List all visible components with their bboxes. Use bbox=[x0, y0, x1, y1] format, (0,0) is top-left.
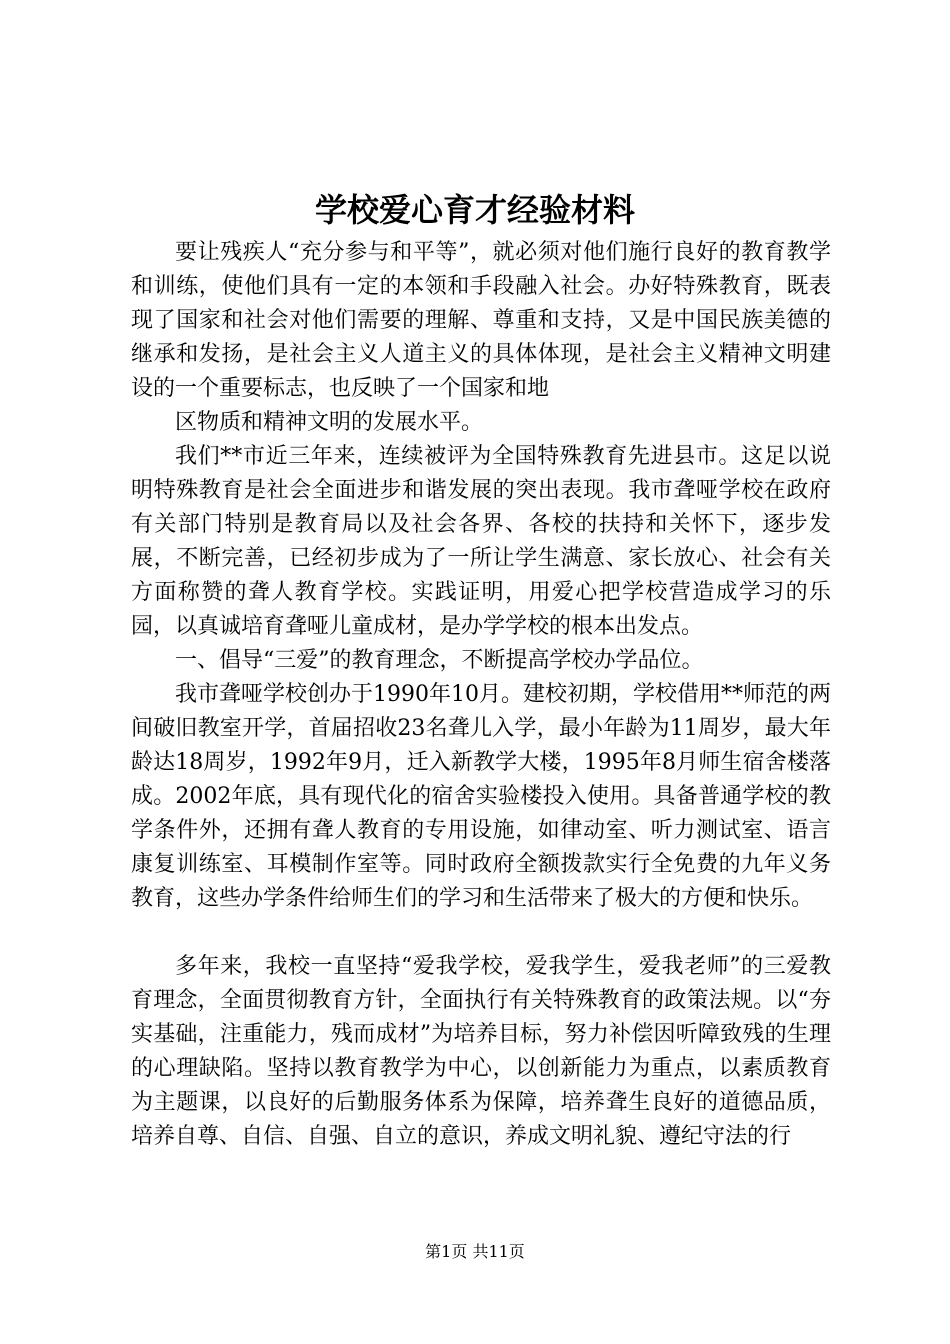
document-title: 学校爱心育才经验材料 bbox=[314, 191, 635, 229]
section-heading: 一、倡导“三爱”的教育理念，不断提高学校办学品位。 bbox=[175, 648, 704, 673]
paragraph: 区物质和精神文明的发展水平。 bbox=[175, 410, 484, 435]
page-footer: 第1页 共11页 bbox=[425, 1242, 525, 1261]
paragraph: 我们**市近三年来，连续被评为全国特殊教育先进县市。这足以说明特殊教育是社会全面进步和谐发展的突出表现。我市聋哑学校在政府有关部门特别是教育局以及社会各界、各校的扶持和关怀下，逐步发展，不断完善，已经初步成为了一所让学生满意、家长放心、社会有关方面称赞的聋人教育学校。实践证明，用爱心把学校营造成学习的乐园，以真诚培育聋哑儿童成材，是办学学校的根本出发点。 bbox=[131, 444, 831, 639]
paragraph: 我市聋哑学校创办于1990年10月。建校初期，学校借用**师范的两间破旧教室开学，首届招收23名聋儿入学，最小年龄为11周岁，最大年龄达18周岁，1992年9月，迁入新教学大楼，1995年8月师生宿舍楼落成。2002年底，具有现代化的宿舍实验楼投入使用。具备普通学校的教学条件外，还拥有聋人教育的专用设施，如律动室、听力测试室、语言康复训练室、耳模制作室等。同时政府全额拨款实行全免费的九年义务教育，这些办学条件给师生们的学习和生活带来了极大的方便和快乐。 bbox=[131, 682, 831, 911]
document-body bbox=[131, 236, 831, 1154]
paragraph: 要让残疾人“充分参与和平等”，就必须对他们施行良好的教育教学和训练，使他们具有一定的本领和手段融入社会。办好特殊教育，既表现了国家和社会对他们需要的理解、尊重和支持，又是中国民族美德的继承和发扬，是社会主义人道主义的具体体现，是社会主义精神文明建设的一个重要标志，也反映了一个国家和地 bbox=[131, 240, 831, 401]
paragraph: 多年来，我校一直坚持“爱我学校，爱我学生，爱我老师”的三爱教育理念，全面贯彻教育方针，全面执行有关特殊教育的政策法规。以“夯实基础，注重能力，残而成材”为培养目标，努力补偿因听障致残的生理的心理缺陷。坚持以教育教学为中心，以创新能力为重点，以素质教育为主题课，以良好的后勤服务体系为保障，培养聋生良好的道德品质，培养自尊、自信、自强、自立的意识，养成文明礼貌、遵纪守法的行 bbox=[131, 954, 831, 1149]
